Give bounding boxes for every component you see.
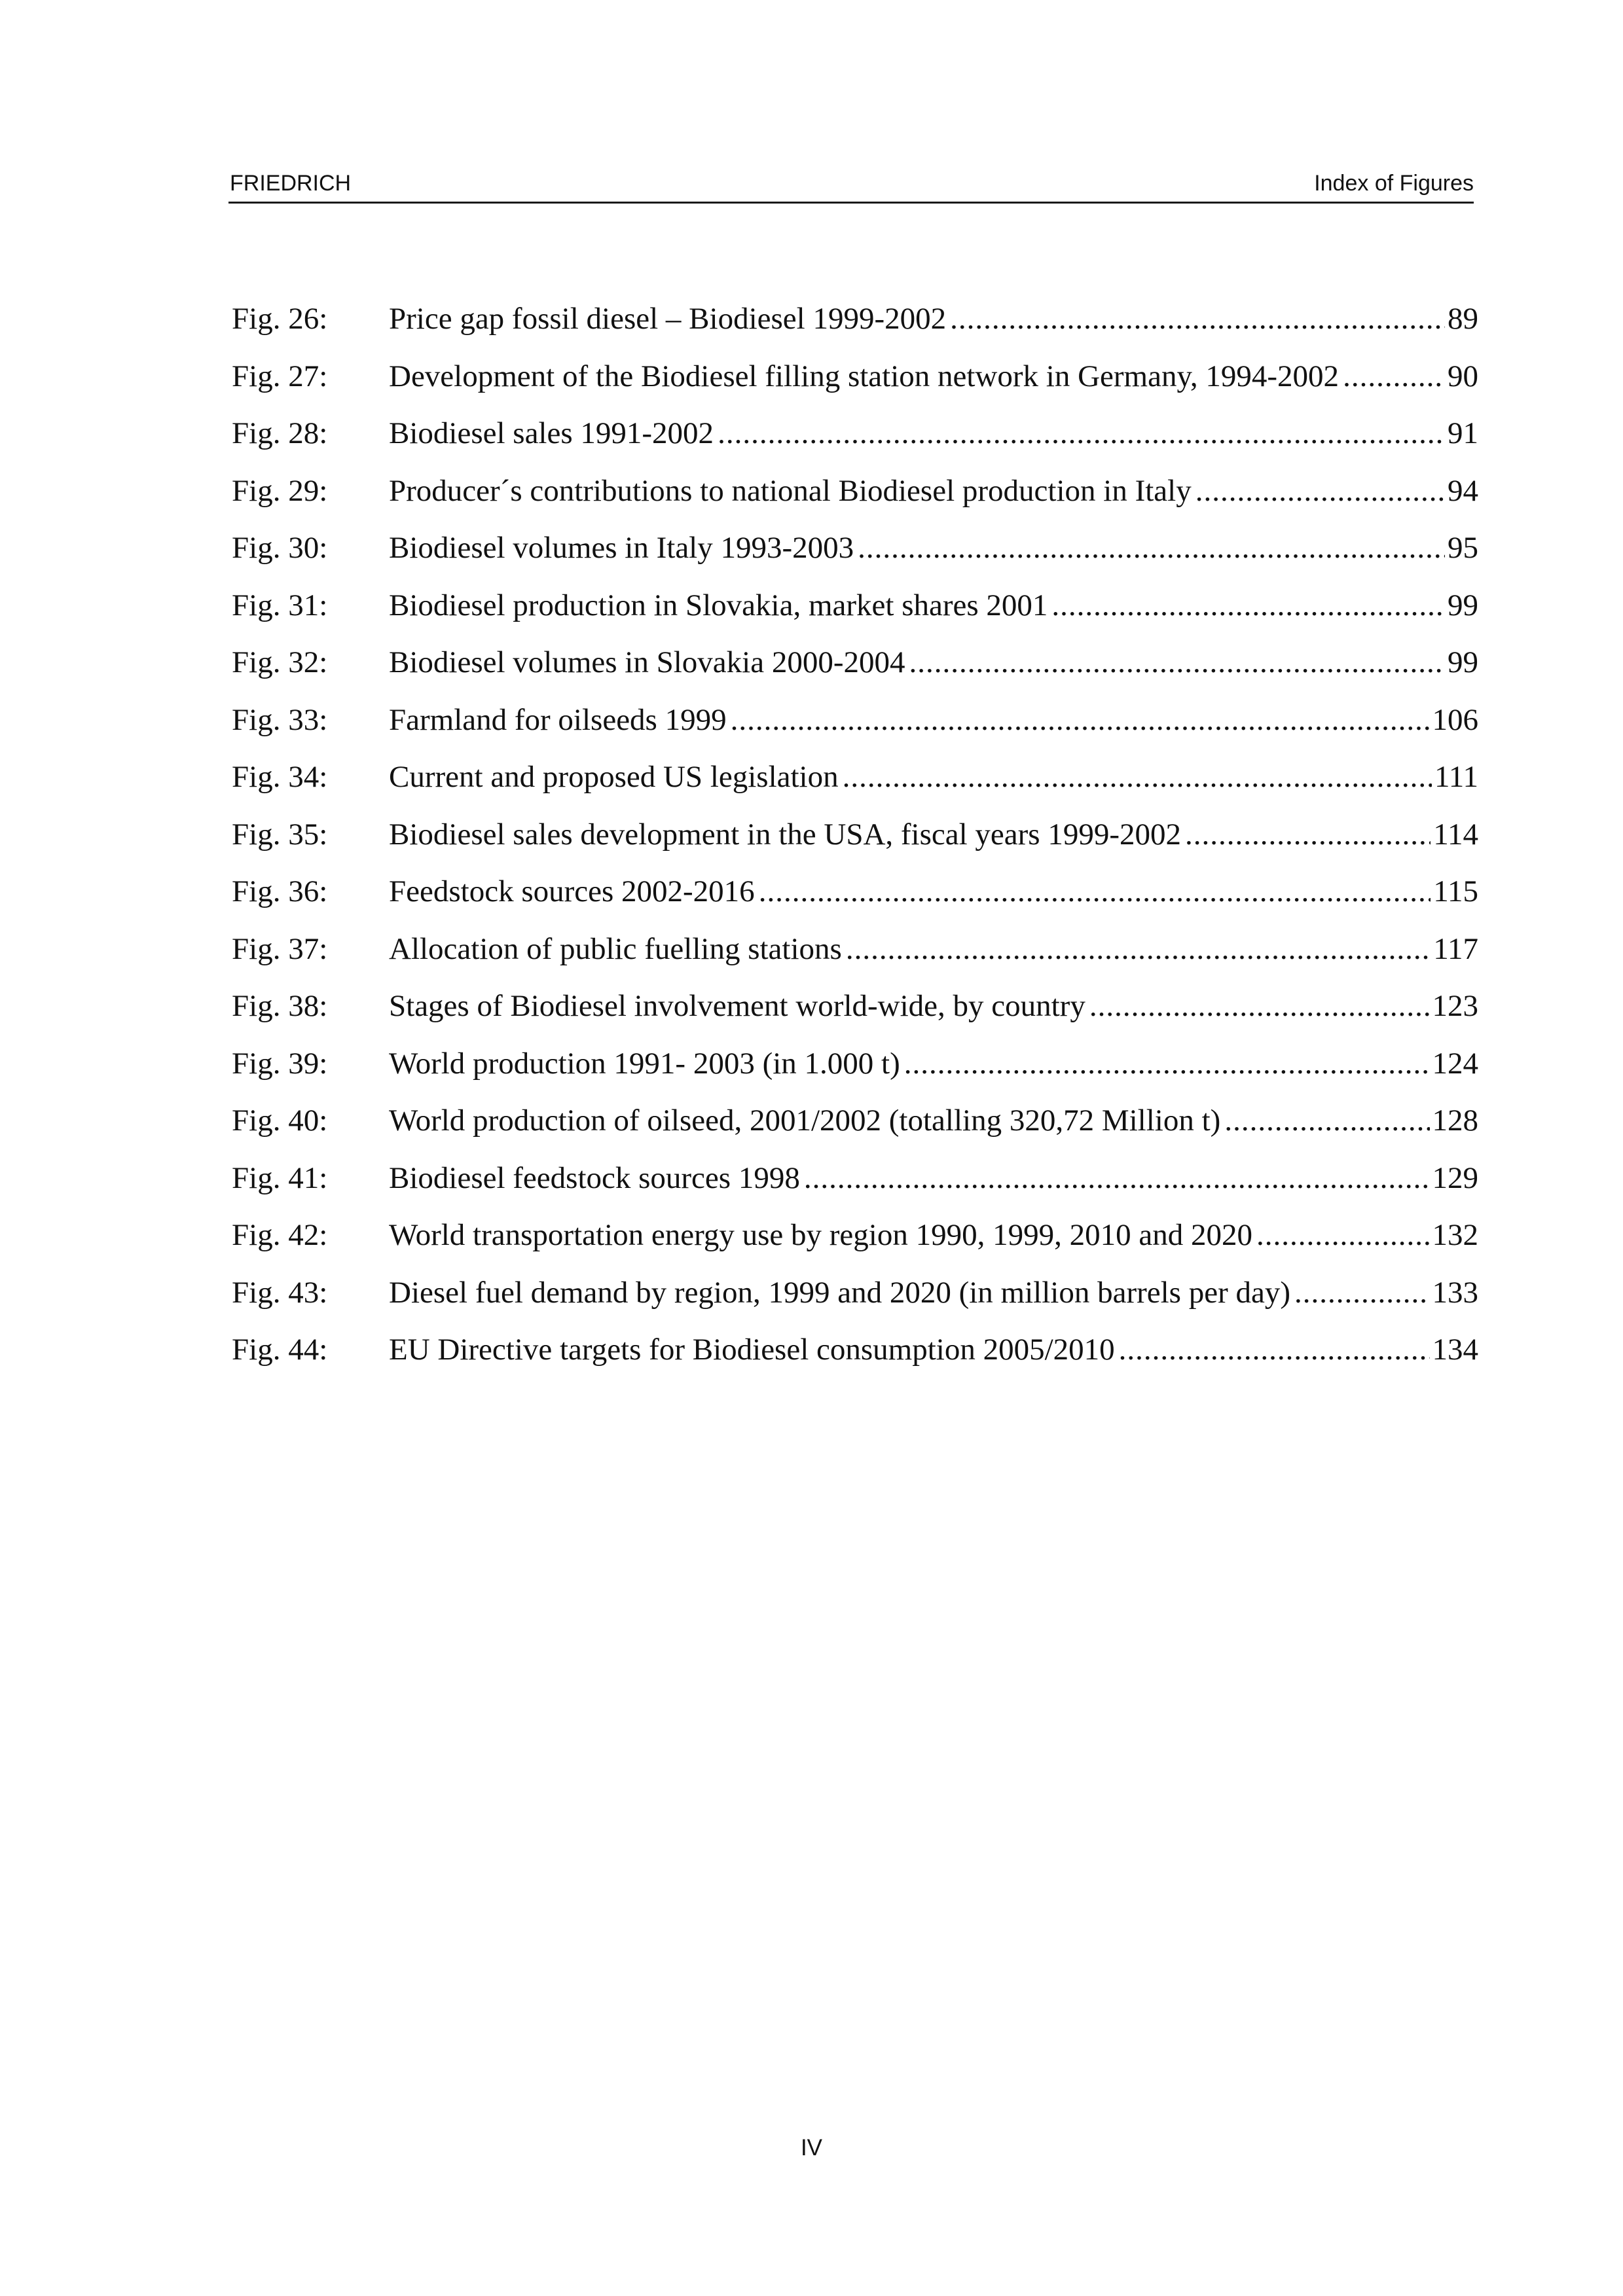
dot-leader (858, 520, 1445, 577)
dot-leader (1224, 1092, 1429, 1150)
dot-leader (1119, 1321, 1430, 1379)
toc-entry (232, 405, 1478, 463)
figure-title: Biodiesel feedstock sources 1998 (389, 1160, 800, 1195)
toc-entry (232, 749, 1478, 806)
figure-title: EU Directive targets for Biodiesel consumption 2005/2010 (389, 1333, 1115, 1367)
figure-title: Diesel fuel demand by region, 1999 and 2020 (in million barrels per day) (389, 1275, 1290, 1310)
dot-leader (731, 692, 1430, 749)
figure-title: Stages of Biodiesel involvement world-wide, by country (389, 989, 1085, 1023)
figure-title: Current and proposed US legislation (389, 760, 839, 794)
dot-leader (904, 1035, 1430, 1093)
figure-title: Farmland for oilseeds 1999 (389, 702, 727, 737)
dot-leader (1051, 577, 1445, 635)
page-reference: 132 (1432, 1218, 1478, 1252)
figure-number: Fig. 36: (232, 874, 328, 908)
toc-entry (232, 863, 1478, 921)
toc-entry (232, 577, 1478, 635)
page-reference: 114 (1433, 817, 1478, 852)
page-reference: 134 (1432, 1333, 1478, 1367)
page-reference: 99 (1448, 645, 1478, 679)
page-reference: 129 (1432, 1160, 1478, 1195)
toc-entry (232, 806, 1478, 864)
figure-number: Fig. 34: (232, 760, 328, 794)
dot-leader (1089, 978, 1430, 1035)
dot-leader (950, 291, 1445, 348)
figure-number: Fig. 37: (232, 931, 328, 966)
toc-entry (232, 978, 1478, 1035)
figure-title: Price gap fossil diesel – Biodiesel 1999-2002 (389, 302, 947, 336)
page-reference: 90 (1448, 359, 1478, 393)
figure-number: Fig. 31: (232, 588, 328, 622)
figure-number: Fig. 32: (232, 645, 328, 679)
page-reference: 111 (1434, 760, 1478, 794)
page-reference: 95 (1448, 531, 1478, 565)
dot-leader (759, 863, 1431, 921)
toc-entry (232, 692, 1478, 749)
figure-number: Fig. 41: (232, 1160, 328, 1195)
page-reference: 117 (1433, 931, 1478, 966)
toc-entry (232, 921, 1478, 978)
dot-leader (1195, 463, 1445, 520)
toc-entry (232, 1207, 1478, 1265)
figure-number: Fig. 44: (232, 1333, 328, 1367)
toc-entry (232, 348, 1478, 406)
dot-leader (804, 1150, 1430, 1208)
figure-title: Biodiesel volumes in Slovakia 2000-2004 (389, 645, 905, 679)
dot-leader (1294, 1265, 1430, 1322)
figure-title: Biodiesel volumes in Italy 1993-2003 (389, 531, 854, 565)
figure-number: Fig. 29: (232, 473, 328, 508)
figure-number: Fig. 42: (232, 1218, 328, 1252)
page-reference: 124 (1432, 1046, 1478, 1081)
header-author: FRIEDRICH (230, 171, 352, 196)
page-reference: 128 (1432, 1103, 1478, 1138)
toc-entry (232, 520, 1478, 577)
figure-number: Fig. 30: (232, 531, 328, 565)
page-reference: 106 (1432, 702, 1478, 737)
dot-leader (1256, 1207, 1430, 1265)
figure-title: Producer´s contributions to national Biodiesel production in Italy (389, 473, 1192, 508)
dot-leader (1343, 348, 1445, 406)
figure-index-list (232, 291, 1478, 1379)
figure-title: Biodiesel sales 1991-2002 (389, 416, 714, 450)
toc-entry (232, 1092, 1478, 1150)
page-reference: 94 (1448, 473, 1478, 508)
dot-leader (846, 921, 1431, 978)
toc-entry (232, 463, 1478, 520)
figure-number: Fig. 40: (232, 1103, 328, 1138)
figure-number: Fig. 43: (232, 1275, 328, 1310)
figure-number: Fig. 28: (232, 416, 328, 450)
toc-entry (232, 1265, 1478, 1322)
figure-title: Biodiesel production in Slovakia, market shares 2001 (389, 588, 1048, 622)
dot-leader (1185, 806, 1431, 864)
figure-title: World production of oilseed, 2001/2002 (totalling 320,72 Million t) (389, 1103, 1221, 1138)
toc-entry (232, 1150, 1478, 1208)
figure-number: Fig. 35: (232, 817, 328, 852)
page-reference: 91 (1448, 416, 1478, 450)
page-reference: 99 (1448, 588, 1478, 622)
toc-entry (232, 1035, 1478, 1093)
figure-number: Fig. 27: (232, 359, 328, 393)
figure-number: Fig. 39: (232, 1046, 328, 1081)
page-reference: 123 (1432, 989, 1478, 1023)
dot-leader (843, 749, 1432, 806)
figure-number: Fig. 38: (232, 989, 328, 1023)
page-reference: 89 (1448, 302, 1478, 336)
figure-title: Biodiesel sales development in the USA, fiscal years 1999-2002 (389, 817, 1181, 852)
page-number: IV (800, 2135, 823, 2161)
figure-number: Fig. 33: (232, 702, 328, 737)
page-reference: 115 (1433, 874, 1478, 908)
figure-number: Fig. 26: (232, 302, 328, 336)
dot-leader (909, 634, 1446, 692)
toc-entry (232, 1321, 1478, 1379)
figure-title: World transportation energy use by region 1990, 1999, 2010 and 2020 (389, 1218, 1252, 1252)
figure-title: Development of the Biodiesel filling station network in Germany, 1994-2002 (389, 359, 1340, 393)
dot-leader (718, 405, 1445, 463)
toc-entry (232, 634, 1478, 692)
header-section-title: Index of Figures (1314, 171, 1474, 196)
figure-title: Allocation of public fuelling stations (389, 931, 842, 966)
page-reference: 133 (1432, 1275, 1478, 1310)
running-header (228, 168, 1474, 204)
figure-title: Feedstock sources 2002-2016 (389, 874, 755, 908)
toc-entry (232, 291, 1478, 348)
figure-title: World production 1991- 2003 (in 1.000 t) (389, 1046, 900, 1081)
